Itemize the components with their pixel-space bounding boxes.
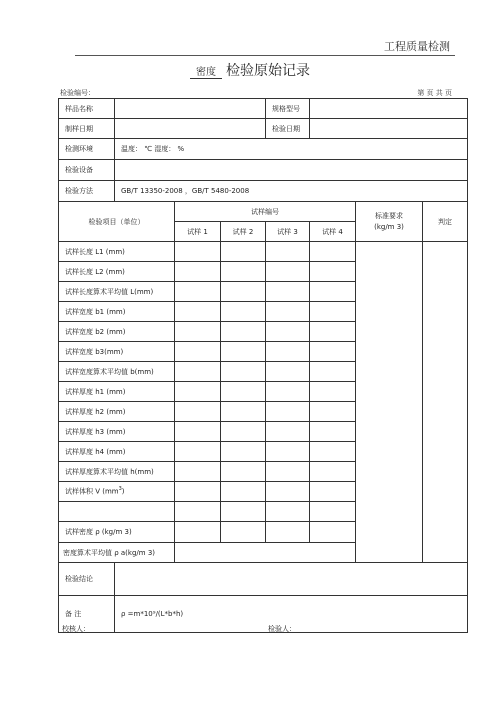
cell-input[interactable] xyxy=(221,522,266,543)
cell-input[interactable] xyxy=(221,442,266,462)
prep-date-value[interactable] xyxy=(115,119,266,139)
cell-input[interactable] xyxy=(266,402,310,422)
cell-input[interactable] xyxy=(310,402,356,422)
cell-input[interactable] xyxy=(310,482,356,502)
cell-input[interactable] xyxy=(266,502,310,522)
cell-input[interactable] xyxy=(221,322,266,342)
cell-input[interactable] xyxy=(310,282,356,302)
cell-input[interactable] xyxy=(266,282,310,302)
cell-input[interactable] xyxy=(266,482,310,502)
cell-input[interactable] xyxy=(175,262,221,282)
density-avg-label: 密度算术平均值 ρ a(kg/m 3) xyxy=(59,543,175,563)
cell-input[interactable] xyxy=(310,382,356,402)
volume-text: 试样体积 V (mm xyxy=(65,487,119,496)
cell-input[interactable] xyxy=(175,342,221,362)
density-avg-value[interactable] xyxy=(175,543,356,563)
cell-input[interactable] xyxy=(310,362,356,382)
sample-name-label: 样品名称 xyxy=(59,99,115,119)
standard-value[interactable] xyxy=(356,242,423,563)
checker-label: 校核人： xyxy=(62,625,90,633)
cell-input[interactable] xyxy=(310,522,356,543)
item-column-header: 检验项目（单位） xyxy=(59,202,175,242)
sample-3-header: 试样 3 xyxy=(266,222,310,242)
cell-input[interactable] xyxy=(266,522,310,543)
document-title xyxy=(0,60,500,80)
sample-name-value[interactable] xyxy=(115,99,266,119)
test-date-value[interactable] xyxy=(310,119,468,139)
judgement-value[interactable] xyxy=(423,242,468,563)
item-label: 试样厚度 h1 (mm) xyxy=(59,382,175,402)
sample-2-header: 试样 2 xyxy=(221,222,266,242)
remark-label: 备 注 xyxy=(59,596,115,633)
org-header: 工程质量检测 xyxy=(384,40,450,53)
cell-input[interactable] xyxy=(266,462,310,482)
prep-date-label: 制样日期 xyxy=(59,119,115,139)
spec-model-value[interactable] xyxy=(310,99,468,119)
density-label: 试样密度 ρ (kg/m 3) xyxy=(59,522,175,543)
sample-no-header: 试样编号 xyxy=(175,202,356,222)
cell-input[interactable] xyxy=(175,502,221,522)
conclusion-value[interactable] xyxy=(115,563,468,596)
cell-input[interactable] xyxy=(266,322,310,342)
item-label: 试样厚度 h2 (mm) xyxy=(59,402,175,422)
item-label: 试样长度 L1 (mm) xyxy=(59,242,175,262)
equipment-label: 检验设备 xyxy=(59,160,115,181)
cell-input[interactable] xyxy=(266,442,310,462)
item-label: 试样宽度 b1 (mm) xyxy=(59,302,175,322)
standard-unit: (kg/m 3) xyxy=(374,222,404,231)
cell-input[interactable] xyxy=(310,302,356,322)
volume-close: ) xyxy=(121,487,125,496)
spec-model-label: 规格型号 xyxy=(266,99,310,119)
test-record-table xyxy=(58,98,468,633)
cell-input[interactable] xyxy=(266,262,310,282)
cell-input[interactable] xyxy=(175,282,221,302)
volume-sup: 3 xyxy=(118,486,122,493)
cell-input[interactable] xyxy=(175,442,221,462)
item-label: 试样厚度算术平均值 h(mm) xyxy=(59,462,175,482)
cell-input[interactable] xyxy=(175,422,221,442)
cell-input[interactable] xyxy=(175,322,221,342)
env-value[interactable]: 温度： ℃ 湿度： % xyxy=(115,139,468,160)
cell-input[interactable] xyxy=(266,342,310,362)
report-no-label: 检验编号： xyxy=(60,89,95,97)
cell-input[interactable] xyxy=(310,462,356,482)
header-rule xyxy=(75,55,455,56)
volume-label xyxy=(59,482,175,502)
cell-input[interactable] xyxy=(175,302,221,322)
cell-input[interactable] xyxy=(221,302,266,322)
cell-input[interactable] xyxy=(266,422,310,442)
blank-label xyxy=(59,502,175,522)
cell-input[interactable] xyxy=(175,482,221,502)
page-count-label: 第 页 共 页 xyxy=(417,89,452,97)
cell-input[interactable] xyxy=(310,322,356,342)
item-label: 试样厚度 h3 (mm) xyxy=(59,422,175,442)
cell-input[interactable] xyxy=(221,242,266,262)
cell-input[interactable] xyxy=(221,402,266,422)
cell-input[interactable] xyxy=(310,502,356,522)
cell-input[interactable] xyxy=(310,422,356,442)
judgement-header: 判定 xyxy=(423,202,468,242)
title-subject: 密度 xyxy=(190,63,222,79)
cell-input[interactable] xyxy=(221,462,266,482)
cell-input[interactable] xyxy=(310,242,356,262)
item-label: 试样宽度 b3(mm) xyxy=(59,342,175,362)
inspector-label: 检验人： xyxy=(268,625,296,633)
cell-input[interactable] xyxy=(221,282,266,302)
cell-input[interactable] xyxy=(221,362,266,382)
cell-input[interactable] xyxy=(221,502,266,522)
item-label: 试样宽度 b2 (mm) xyxy=(59,322,175,342)
item-label: 试样长度 L2 (mm) xyxy=(59,262,175,282)
item-label: 试样宽度算术平均值 b(mm) xyxy=(59,362,175,382)
cell-input[interactable] xyxy=(221,482,266,502)
cell-input[interactable] xyxy=(175,462,221,482)
cell-input[interactable] xyxy=(221,422,266,442)
test-date-label: 检验日期 xyxy=(266,119,310,139)
cell-input[interactable] xyxy=(221,382,266,402)
cell-input[interactable] xyxy=(175,402,221,422)
conclusion-label: 检验结论 xyxy=(59,563,115,596)
cell-input[interactable] xyxy=(175,522,221,543)
cell-input[interactable] xyxy=(221,342,266,362)
method-value: GB/T 13350-2008 ，GB/T 5480-2008 xyxy=(115,181,468,202)
cell-input[interactable] xyxy=(175,382,221,402)
cell-input[interactable] xyxy=(266,362,310,382)
remark-value: ρ =m*10⁹/(L*b*h) xyxy=(115,596,468,633)
cell-input[interactable] xyxy=(221,262,266,282)
sample-4-header: 试样 4 xyxy=(310,222,356,242)
cell-input[interactable] xyxy=(266,302,310,322)
cell-input[interactable] xyxy=(310,262,356,282)
cell-input[interactable] xyxy=(175,242,221,262)
standard-label: 标准要求 xyxy=(375,211,404,220)
cell-input[interactable] xyxy=(175,362,221,382)
cell-input[interactable] xyxy=(266,242,310,262)
method-label: 检验方法 xyxy=(59,181,115,202)
cell-input[interactable] xyxy=(310,442,356,462)
cell-input[interactable] xyxy=(310,342,356,362)
equipment-value[interactable] xyxy=(115,160,468,181)
sample-1-header: 试样 1 xyxy=(175,222,221,242)
item-label: 试样厚度 h4 (mm) xyxy=(59,442,175,462)
env-label: 检测环境 xyxy=(59,139,115,160)
title-main: 检验原始记录 xyxy=(226,63,310,79)
cell-input[interactable] xyxy=(266,382,310,402)
standard-header xyxy=(356,202,423,242)
item-label: 试样长度算术平均值 L(mm) xyxy=(59,282,175,302)
